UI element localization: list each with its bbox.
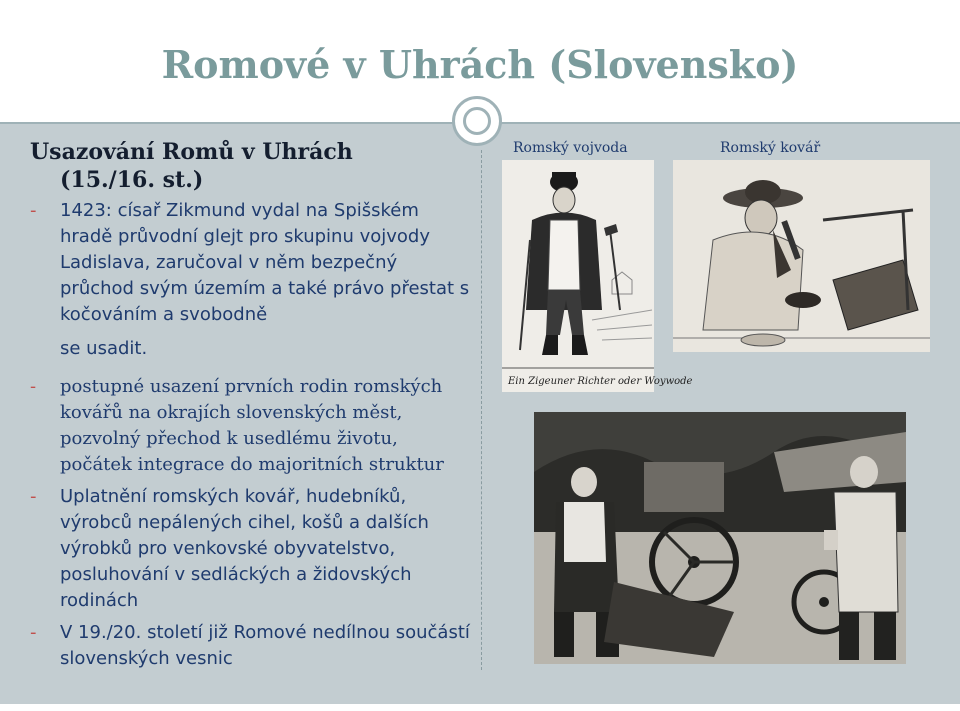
section-heading	[30, 138, 470, 194]
column-divider	[481, 150, 482, 670]
bullet-2	[30, 374, 470, 478]
caption-vojvoda: Romský vojvoda	[513, 140, 628, 156]
engraving-caption-text: Ein Zigeuner Richter oder Woywode	[508, 376, 693, 387]
vojvoda-figure-drawing	[502, 160, 693, 392]
vojvoda-engraving-image	[502, 160, 693, 392]
bullet-1-tail: se usadit.	[60, 338, 148, 359]
bullet-4	[30, 620, 470, 672]
bullet-dash: -	[30, 376, 37, 397]
grinders-photo-image	[534, 412, 906, 664]
bullet-3-text: Uplatnění romských kovář, hudebníků, výrobců nepálených cihel, košů a dalších výrobků pro venkovské obyvatelstvo, posluhování v sedláckých a židovských rodinách	[60, 486, 429, 611]
bullet-3	[30, 484, 470, 614]
bullet-1	[30, 198, 470, 362]
kovar-figure-drawing	[673, 160, 930, 352]
heading-line-1: Usazování Romů v Uhrách	[30, 139, 353, 165]
bullet-4-text: V 19./20. století již Romové nedílnou součástí slovenských vesnic	[60, 622, 470, 669]
decorative-circle-inner	[463, 107, 491, 135]
grinders-photo-drawing	[534, 412, 906, 664]
kovar-drawing-image	[673, 160, 930, 352]
slide-title: Romové v Uhrách (Slovensko)	[161, 42, 799, 87]
bullet-1-text: 1423: císař Zikmund vydal na Spišském hradě průvodní glejt pro skupinu vojvody Ladislava, zaručoval v něm bezpečný průchod svým územím a také právo přestat s kočováním a svobodně	[60, 200, 470, 325]
bullet-dash: -	[30, 622, 37, 643]
bullet-dash: -	[30, 200, 37, 221]
heading-line-2: (15./16. st.)	[60, 167, 204, 193]
bottom-margin	[0, 704, 960, 711]
bullet-dash: -	[30, 486, 37, 507]
caption-kovar: Romský kovář	[720, 140, 821, 156]
bullet-2-text: postupné usazení prvních rodin romských kovářů na okrajích slovenských měst, pozvolný přechod k usedlému životu, počátek integrace do majoritních struktur	[60, 376, 444, 475]
text-column	[30, 138, 470, 672]
